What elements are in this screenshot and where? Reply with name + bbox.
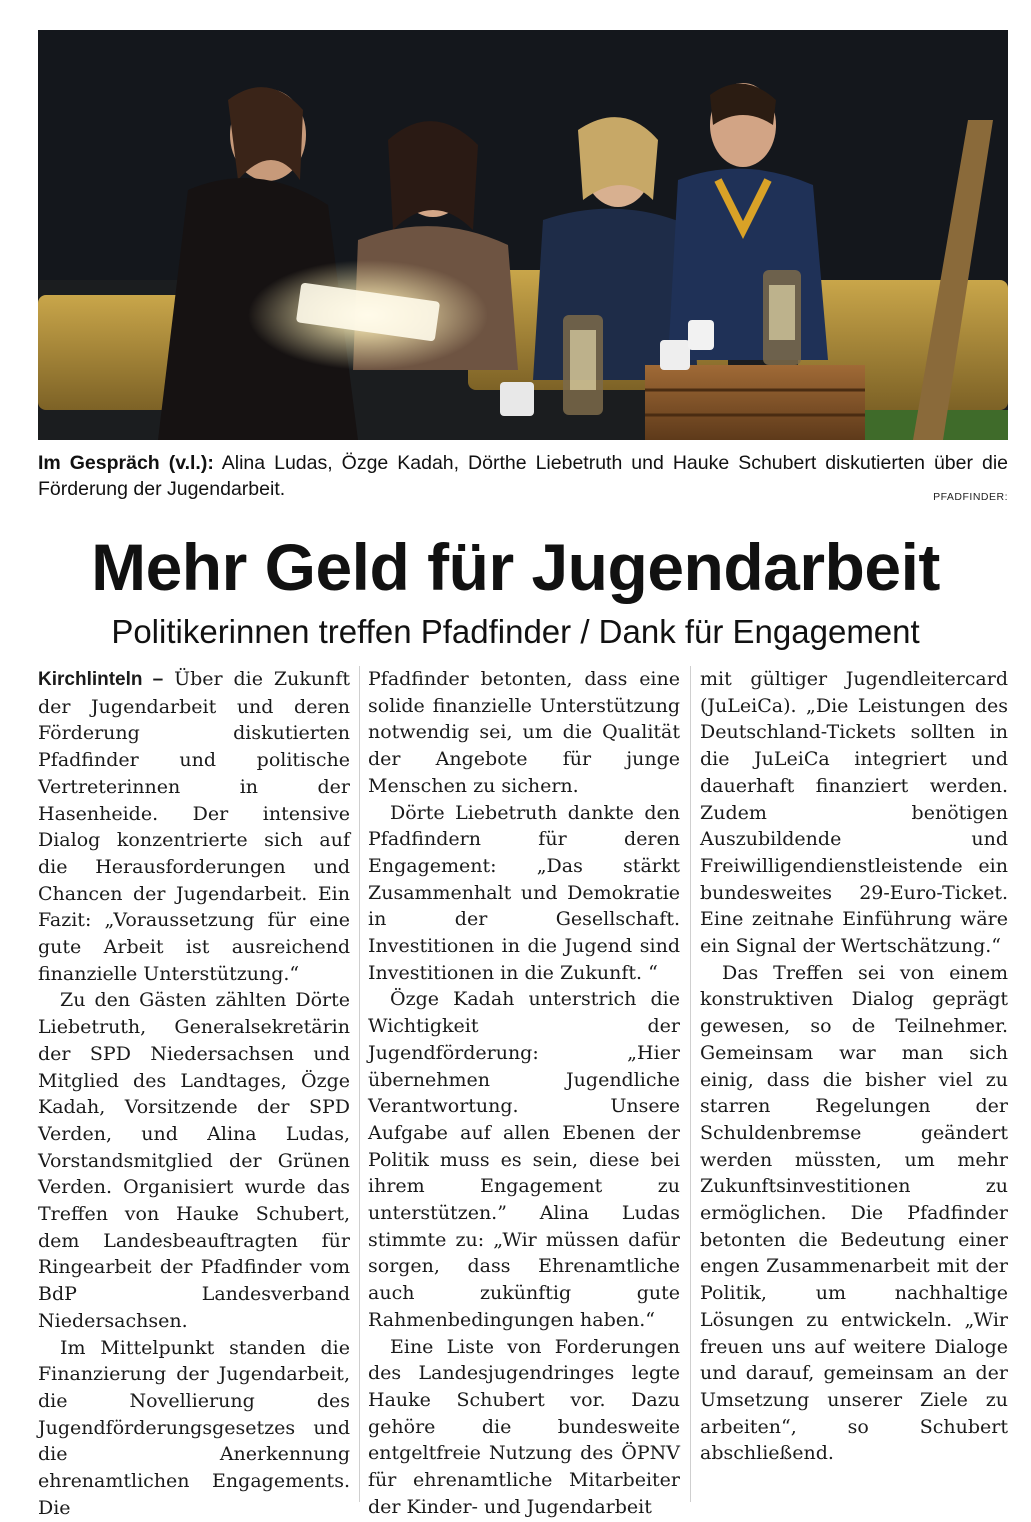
- article-paragraph: Zu den Gästen zählten Dörte Liebetruth, Generalsekretärin der SPD Niedersachsen und Mitglied des Landtages, Özge Kadah, Vorsitzende der SPD Verden, und Alina Ludas, Vorstandsmitglied der Grünen Verden. Organisiert wurde das Treffen von Hauke Schubert, dem Landesbeauftragten für Ringearbeit der Pfadfinder vom BdP Landesverband Niedersachsen.: [38, 989, 350, 1332]
- photo-credit: PFADFINDER:: [933, 491, 1008, 503]
- lantern: [563, 315, 603, 415]
- subheadline: Politikerinnen treffen Pfadfinder / Dank für Engagement: [111, 613, 920, 650]
- column-divider: [690, 666, 691, 1502]
- cup: [688, 320, 714, 350]
- column-divider: [359, 666, 360, 1502]
- photo-illustration: [38, 30, 1008, 440]
- photo-caption: [38, 450, 1008, 502]
- article-column-1: [38, 666, 350, 1519]
- article-column-2: [368, 666, 680, 1518]
- cup: [500, 382, 534, 416]
- article-paragraph: [38, 666, 350, 987]
- caption-text: Alina Ludas, Özge Kadah, Dörthe Liebetruth und Hauke Schubert diskutierten über die Förderung der Jugendarbeit.: [38, 452, 1008, 500]
- paragraph-text: Über die Zukunft der Jugendarbeit und deren Förderung diskutierten Pfadfinder und politische Vertreterinnen in der Hasenheide. Der intensive Dialog konzentrierte sich auf die Herausforderungen und Chancen der Jugendarbeit. Ein Fazit: „Voraussetzung für eine gute Arbeit ist ausreichend finanzielle Unterstützung.“: [38, 668, 350, 985]
- lantern: [763, 270, 801, 365]
- cup: [660, 340, 690, 370]
- dateline: Kirchlinteln –: [38, 669, 164, 690]
- article-paragraph: Im Mittelpunkt standen die Finanzierung der Jugendarbeit, die Novellierung des Jugendförderungsgesetzes und die Anerkennung ehrenamtlichen Engagements. Die: [38, 1336, 350, 1519]
- article-paragraph: mit gültiger Jugendleitercard (JuLeiCa). „Die Leistungen des Deutschland-Tickets sollten in die JuLeiCa integriert und dauerhaft finanziert werden. Zudem benötigen Auszubildende und Freiwilligendienstleistende ein bundesweites 29-Euro-Ticket. Eine zeitnahe Einführung wäre ein Signal der Wertschätzung.“: [700, 668, 1008, 958]
- article-paragraph: Eine Liste von Forderungen des Landesjugendringes legte Hauke Schubert vor. Dazu gehöre die bundesweite entgeltfreie Nutzung des ÖPNV für ehrenamtliche Mitarbeiter der Kinder- und Jugendarbeit: [368, 1335, 680, 1518]
- caption-lead: Im Gespräch (v.l.):: [38, 452, 214, 474]
- article-column-3: [700, 666, 1008, 1506]
- article-paragraph: Pfadfinder betonten, dass eine solide finanzielle Unterstützung notwendig sei, um die Qualität der Angebote für junge Menschen zu sichern.: [368, 668, 680, 797]
- article-paragraph: Dörte Liebetruth dankte den Pfadfindern für deren Engagement: „Das stärkt Zusammenhalt und Demokratie in der Gesellschaft. Investitionen in die Jugend sind Investitionen in die Zukunft. “: [368, 801, 680, 984]
- article-photo: [38, 30, 1008, 440]
- headline: Mehr Geld für Jugendarbeit: [91, 530, 940, 604]
- article-paragraph: Özge Kadah unterstrich die Wichtigkeit der Jugendförderung: „Hier übernehmen Jugendliche Verantwortung. Unsere Aufgabe auf allen Ebenen der Politik muss es sein, diese bei ihrem Engagement zu unterstützen.” Alina Ludas stimmte zu: „Wir müssen dafür sorgen, dass Ehrenamtliche auch zukünftig gute Rahmenbedingungen haben.“: [368, 988, 680, 1331]
- wooden-crate: [645, 365, 865, 440]
- article-paragraph: Das Treffen sei von einem konstruktiven Dialog geprägt gewesen, so de Teilnehmer. Gemeinsam war man sich einig, dass die bisher viel zu starren Regelungen der Schuldenbremse geändert werden müssten, um mehr Zukunftsinvestitionen zu ermöglichen. Die Pfadfinder betonten die Bedeutung einer engen Zusammenarbeit mit der Politik, um nachhaltige Lösungen zu entwickeln. „Wir freuen uns auf weitere Dialoge und darauf, gemeinsam an der Umsetzung unserer Ziele zu arbeiten“, so Schubert abschließend.: [700, 961, 1008, 1465]
